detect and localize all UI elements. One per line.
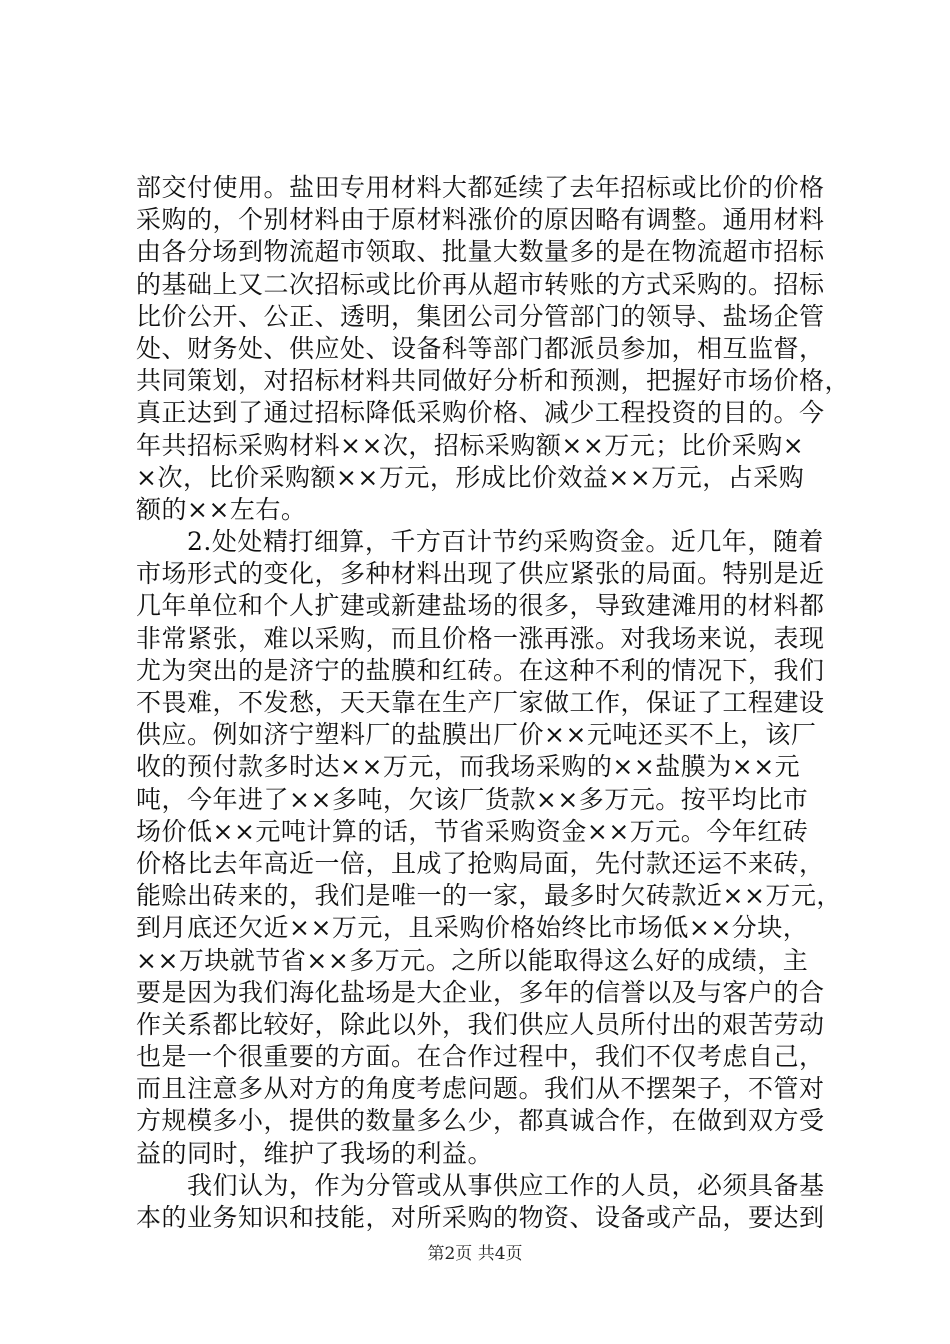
text-line: 处、财务处、供应处、设备科等部门都派员参加，相互监督，: [136, 333, 825, 363]
text-line: 不畏难，不发愁，天天靠在生产厂家做工作，保证了工程建设: [136, 688, 825, 717]
text-line: 供应。例如济宁塑料厂的盐膜出厂价××元吨还买不上，该厂: [136, 720, 817, 750]
text-line: 要是因为我们海化盐场是大企业，多年的信誉以及与客户的合: [136, 977, 825, 1007]
text-line: 采购的，个别材料由于原材料涨价的原因略有调整。通用材料: [136, 205, 825, 235]
text-line: 的基础上又二次招标或比价再从超市转账的方式采购的。招标: [136, 269, 825, 299]
text-line: 由各分场到物流超市领取、批量大数量多的是在物流超市招标: [136, 237, 825, 267]
page-number: 第2页 共4页: [427, 1244, 523, 1264]
text-line: 益的同时，维护了我场的利益。: [136, 1138, 494, 1168]
text-line: 几年单位和个人扩建或新建盐场的很多，导致建滩用的材料都: [136, 591, 825, 621]
text-line: 共同策划，对招标材料共同做好分析和预测，把握好市场价格，: [136, 366, 851, 396]
text-line: 场价低××元吨计算的话，节省采购资金××万元。今年红砖: [136, 816, 809, 846]
text-line: ×次，比价采购额××万元，形成比价效益××万元，占采购: [136, 462, 805, 492]
text-line: 能赊出砖来的，我们是唯一的一家，最多时欠砖款近××万元，: [136, 881, 842, 911]
text-line: 吨，今年进了××多吨，欠该厂货款××多万元。按平均比市: [136, 784, 809, 814]
text-line: 而且注意多从对方的角度考虑问题。我们从不摆架子，不管对: [136, 1074, 825, 1104]
body-text: [136, 172, 851, 1234]
text-line: 我们认为，作为分管或从事供应工作的人员，必须具备基: [136, 1170, 825, 1200]
text-line: 收的预付款多时达××万元，而我场采购的××盐膜为××元: [136, 752, 801, 782]
text-line: 本的业务知识和技能，对所采购的物资、设备或产品，要达到: [136, 1203, 825, 1232]
text-line: 方规模多小，提供的数量多么少，都真诚合作，在做到双方受: [136, 1106, 825, 1136]
text-line: 作关系都比较好，除此以外，我们供应人员所付出的艰苦劳动: [136, 1009, 825, 1039]
text-line: 比价公开、公正、透明，集团公司分管部门的领导、盐场企管: [136, 301, 825, 331]
page-footer: [0, 1242, 950, 1266]
text-line: 非常紧张，难以采购，而且价格一涨再涨。对我场来说，表现: [136, 623, 825, 653]
text-line: 2.处处精打细算，千方百计节约采购资金。近几年，随着: [136, 527, 824, 557]
text-line: 价格比去年高近一倍，且成了抢购局面，先付款还运不来砖，: [136, 848, 825, 878]
text-line: 额的××左右。: [136, 494, 307, 524]
text-line: 市场形式的变化，多种材料出现了供应紧张的局面。特别是近: [136, 559, 825, 589]
text-line: 部交付使用。盐田专用材料大都延续了去年招标或比价的价格: [136, 173, 825, 202]
text-line: 年共招标采购材料××次，招标采购额××万元；比价采购×: [136, 430, 805, 460]
text-line: 到月底还欠近××万元，且采购价格始终比市场低××分块，: [136, 913, 809, 943]
text-line: 尤为突出的是济宁的盐膜和红砖。在这种不利的情况下，我们: [136, 655, 825, 685]
text-line: 也是一个很重要的方面。在合作过程中，我们不仅考虑自己，: [136, 1042, 825, 1072]
text-line: ××万块就节省××多万元。之所以能取得这么好的成绩，主: [136, 945, 809, 975]
text-line: 真正达到了通过招标降低采购价格、减少工程投资的目的。今: [136, 398, 825, 428]
